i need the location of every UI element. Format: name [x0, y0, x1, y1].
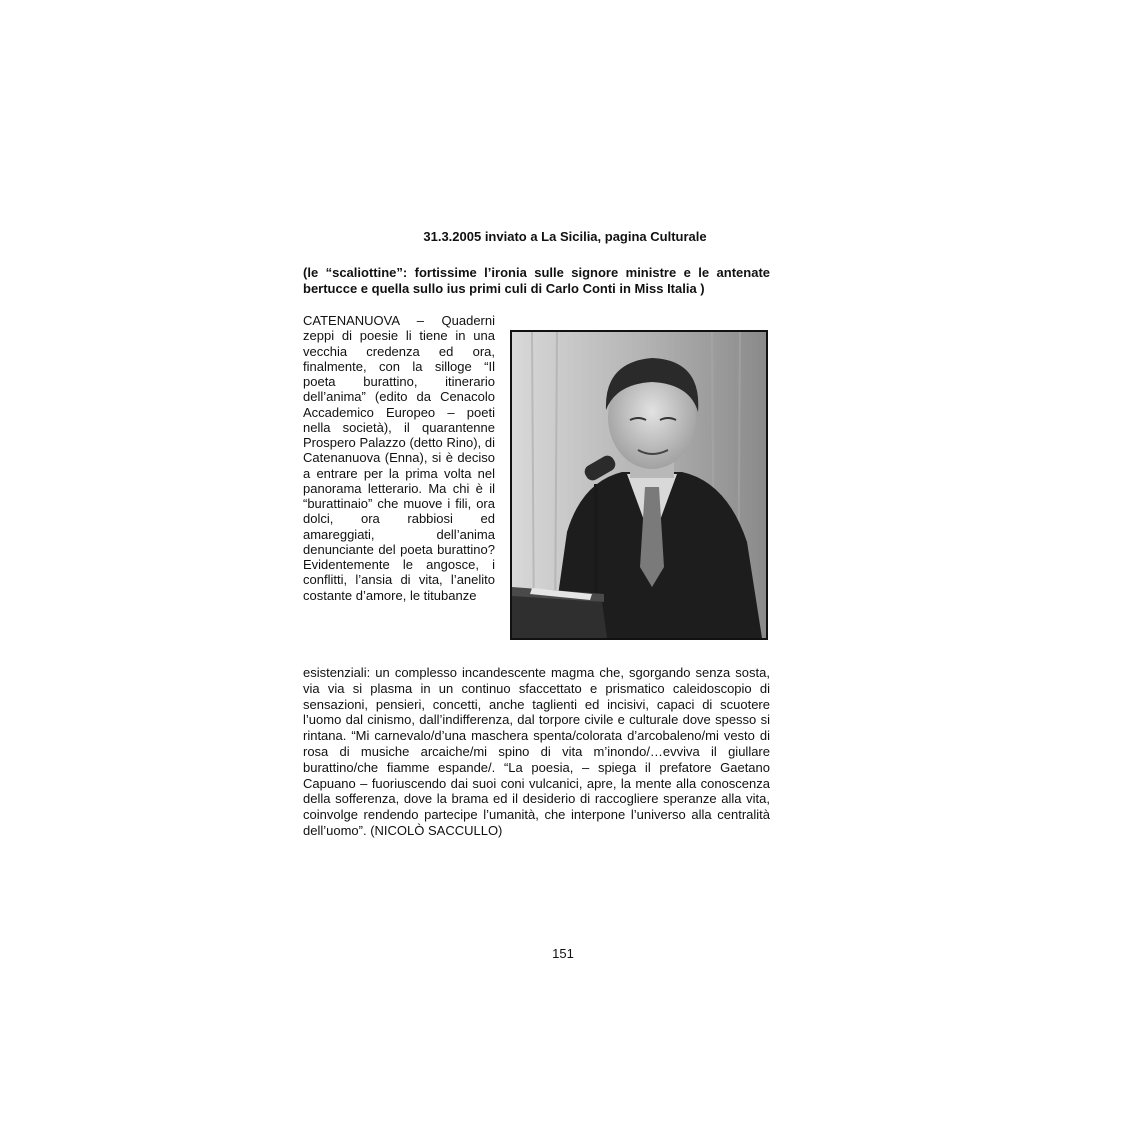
document-heading: 31.3.2005 inviato a La Sicilia, pagina Culturale	[423, 229, 707, 244]
author-photo-illustration	[512, 332, 766, 638]
article-wrap-text: CATENANUOVA – Quaderni zeppi di poesie li tiene in una vecchia credenza ed ora, finalmente, con la silloge “Il poeta burattino, itinerario dell’anima” (edito da Cenacolo Accademico Europeo – poeti nella società), il quarantenne Prospero Palazzo (detto Rino), di Catenanuova (Enna), si è deciso a entrare per la prima volta nel panorama letterario. Ma chi è il “burattinaio” che muove i fili, ora dolci, ora rabbiosi ed amareggiati, dell’anima denunciante del poeta burattino? Evidentemente le angosce, i conflitti, l’ansia di vita, l’anelito costante d’amore, le titubanze	[303, 313, 495, 603]
article-body-text: esistenziali: un complesso incandescente magma che, sgorgando senza sosta, via via si plasma in un continuo sfaccettato e prismatico caleidoscopio di sensazioni, pensieri, concetti, anche taglienti ed incisivi, capaci di scuotere l’uomo dal cinismo, dall’indifferenza, dal torpore civile e culturale dove spesso si rintana. “Mi carnevalo/d’una maschera spenta/colorata d’arcobaleno/mi vesto di rosa di musiche arcaiche/mi spino di vita m’inondo/…evviva il giullare burattino/che fiamme espande/. “La poesia, – spiega il prefatore Gaetano Capuano – fuoriuscendo dai suoi coni vulcanici, apre, la mente alla conoscenza della sofferenza, dove la brama ed il desiderio di raccogliere speranze alla vita, coinvolge rendendo partecipe l’umanità, che interpone l’universo alla centralità dell’uomo”. (NICOLÒ SACCULLO)	[303, 665, 770, 838]
page-number: 151	[552, 946, 574, 961]
author-photo	[510, 330, 768, 640]
article-subtitle: (le “scaliottine”: fortissime l’ironia sulle signore ministre e le antenate bertucce e quella sullo ius primi culi di Carlo Conti in Miss Italia )	[303, 265, 770, 296]
